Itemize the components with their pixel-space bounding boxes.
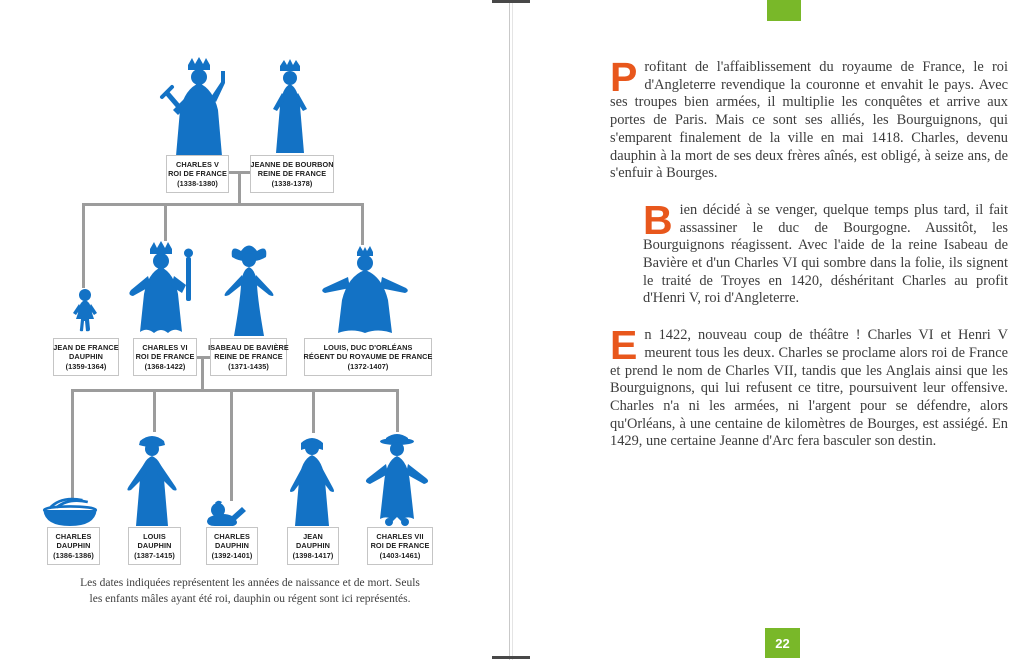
gutter-line (512, 0, 513, 660)
child-icon (70, 288, 100, 336)
person-title: ROI DE FRANCE (370, 541, 430, 551)
person-dates: (1372-1407) (347, 361, 389, 371)
person-title: DAUPHIN (69, 352, 103, 362)
person-name: CHARLES (214, 532, 250, 542)
person-dates: (1392-1401) (211, 550, 253, 560)
paragraph-text: rofitant de l'affaiblissement du royaume de France, le roi d'Angleterre revendique la couronne et envahit le pays. Avec ses troupes bien armées, il multiplie les conquêtes et arrive aux portes de Paris. Mais ce sont ses alliés, les Bourguignons, qui s'emparent finalement de la ville en mai 1418. Charles, devenu dauphin à la mort de ses deux frères aînés, est obligé, à seize ans, de s'enfuir à Bourges. (610, 59, 1008, 182)
tree-connector-line (230, 389, 233, 501)
tree-box-jean-de-france (53, 338, 119, 376)
tree-connector-line (396, 389, 399, 432)
paragraph-text: ien décidé à se venger, quelque temps plus tard, il fait assassiner le duc de Bourgogne. Aussitôt, les Bourguignons réagissent. Avec l'aide de la reine Isabeau de Bavière et d'un Charles VI qui sombre dans la folie, ils signent le traité de Troyes en 1420, déshéritant Charles au profit d'Henri V, roi d'Angleterre. (643, 201, 1008, 307)
person-dates: (1403-1461) (379, 550, 421, 560)
person-dates: (1386-1386) (53, 550, 94, 560)
tree-connector-line (164, 203, 167, 241)
tree-caption-line: Les dates indiquées représentent les années de naissance et de mort. Seuls (80, 577, 420, 589)
gutter-line (509, 0, 510, 660)
person-title: ROI DE FRANCE (168, 169, 227, 179)
tree-box-louis-dauphin (128, 527, 181, 565)
crowned-queen-icon (262, 58, 318, 153)
tree-connector-line (312, 389, 315, 433)
person-title: REINE DE FRANCE (214, 352, 283, 362)
dropcap: P (610, 54, 638, 100)
person-title: REINE DE FRANCE (257, 169, 327, 179)
person-title: ROI DE FRANCE (135, 352, 195, 362)
paragraph-text: n 1422, nouveau coup de théâtre ! Charles VI et Henri V meurent tous les deux. Charles se proclame alors roi de France et prend le nom de Charles VII, tandis que les Anglais ainsi que les Bourguignons, qui lui refusent ce titre, poursuivent leur offensive. Charles n'a ni les armées, ni l'argent pour se défendre, alors qu'Orléans, à une centaine de kilomètres de Bourges, est assiégé. En 1429, une certaine Jeanne d'Arc fera basculer son destin. (610, 327, 1008, 450)
person-dates: (1338-1378) (271, 178, 313, 188)
tree-box-charles-vi (133, 338, 197, 376)
crowned-man-open-arms-icon (320, 244, 410, 337)
tree-box-louis-duc-orleans (304, 338, 432, 376)
gutter-bottom-mark (492, 656, 530, 659)
person-dates: (1368-1422) (144, 361, 186, 371)
tree-connector-line (71, 389, 399, 392)
tree-box-charles-vii (367, 527, 433, 565)
person-title: DAUPHIN (296, 541, 330, 551)
person-title: DAUPHIN (56, 541, 91, 551)
person-name: JEANNE DE BOURBON (250, 160, 334, 170)
tree-caption (30, 576, 470, 607)
tree-box-charles-dauphin-1386 (47, 527, 100, 565)
man-in-robe-icon (278, 431, 346, 526)
lady-with-horned-headdress-icon (216, 240, 283, 336)
tree-connector-line (201, 356, 204, 392)
paragraph (610, 322, 1008, 451)
man-with-hat-icon (120, 431, 184, 526)
person-title: RÉGENT DU ROYAUME DE FRANCE (303, 352, 433, 362)
king-with-scepter-icon (158, 56, 242, 156)
tree-box-jeanne-de-bourbon (250, 155, 334, 193)
person-dates: (1387-1415) (134, 550, 175, 560)
person-name: LOUIS, DUC D'ORLÉANS (323, 343, 413, 353)
person-name: CHARLES VI (142, 343, 188, 353)
dropcap: B (643, 196, 673, 243)
tree-connector-line (361, 203, 364, 245)
tree-connector-line (82, 203, 85, 288)
tree-box-isabeau-de-baviere (210, 338, 287, 376)
man-with-brimmed-hat-icon (360, 430, 434, 526)
page-number-badge: 22 (765, 628, 800, 658)
tree-box-charles-dauphin-1392 (206, 527, 258, 565)
person-dates: (1371-1435) (228, 361, 269, 371)
paragraph (610, 54, 1008, 183)
gutter-top-mark (492, 0, 530, 3)
tree-connector-line (238, 171, 241, 205)
person-name: JEAN (303, 532, 323, 542)
tree-box-jean-dauphin (287, 527, 339, 565)
person-dates: (1338-1380) (177, 178, 218, 188)
tree-connector-line (153, 389, 156, 432)
body-text (610, 54, 1008, 470)
tree-connector-line (82, 203, 364, 206)
tree-box-charles-v (166, 155, 229, 193)
person-dates: (1359-1364) (65, 361, 107, 371)
person-dates: (1398-1417) (292, 550, 334, 560)
person-name: CHARLES (55, 532, 92, 542)
paragraph (643, 196, 1008, 308)
person-name: JEAN DE FRANCE (53, 343, 119, 353)
tree-caption-line: les enfants mâles ayant été roi, dauphin ou régent sont ici représentés. (89, 592, 411, 605)
person-name: LOUIS (143, 532, 166, 542)
king-with-staff-icon (126, 240, 200, 336)
person-name: CHARLES VII (376, 532, 424, 542)
chapter-tab (767, 0, 801, 21)
person-name: ISABEAU DE BAVIÈRE (208, 343, 289, 353)
person-title: DAUPHIN (137, 541, 172, 551)
person-title: DAUPHIN (215, 541, 249, 551)
crawling-baby-icon (205, 500, 255, 527)
tree-connector-line (71, 389, 74, 499)
dropcap: E (610, 322, 638, 369)
person-name: CHARLES V (175, 160, 220, 170)
cradle-icon (38, 494, 102, 526)
